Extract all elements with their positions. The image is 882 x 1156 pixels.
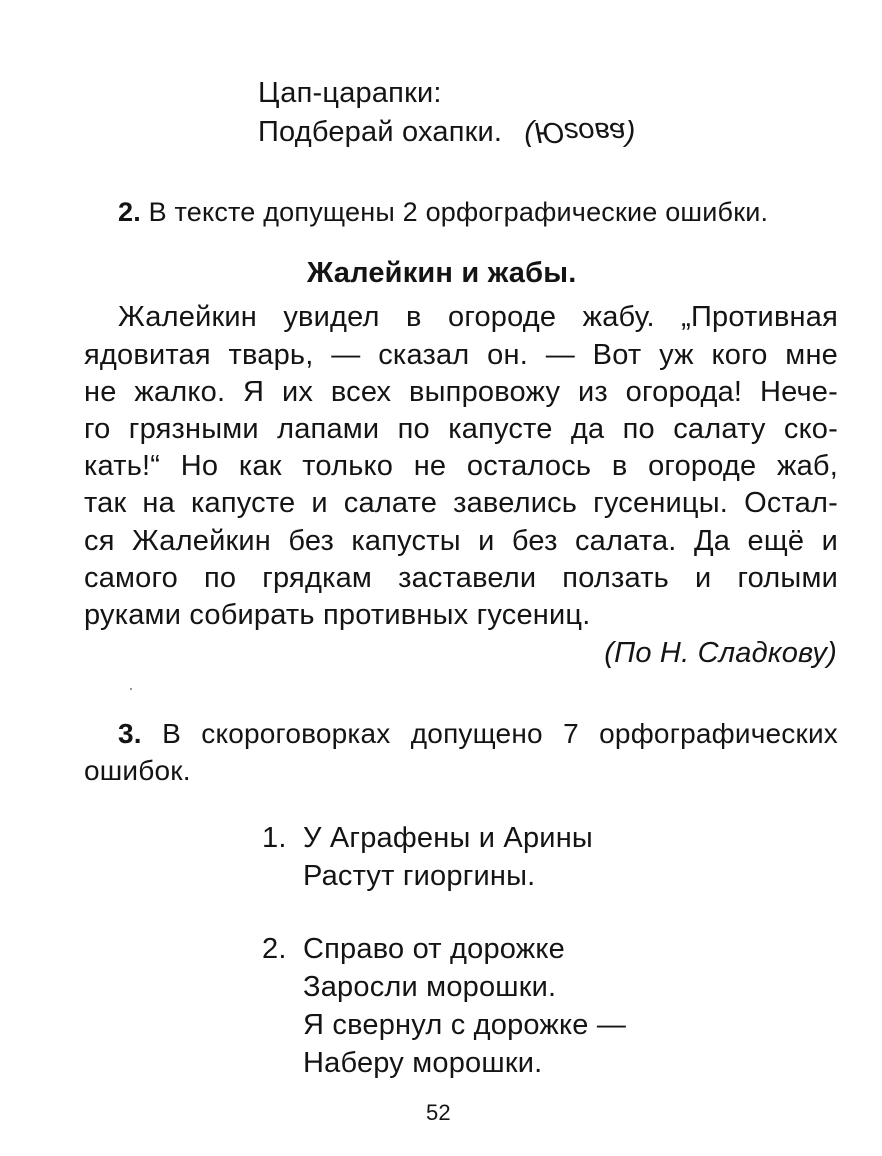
story-line-2: ядовитая тварь, — сказал он. — Вот уж кого мне [84,339,838,371]
story-line-9: руками собирать противных гусениц. [84,599,591,631]
story-line-4: го грязными лапами по капусте да по салату ско- [84,413,838,445]
task3-heading-line-2: ошибок. [84,755,191,786]
story-line-6: так на капусте и салате завелись гусеницы. Остал- [84,487,838,519]
story-title: Жалейкин и жабы. [307,257,577,289]
task3-number: 3. [118,718,142,749]
poem-attribution-flipped: Югова [534,116,626,148]
twister-2-num: 2. [262,933,287,965]
task2-heading [118,193,768,231]
poem-attribution: (Югова) [524,116,635,148]
twister-2-line-1: Справо от дорожке [303,933,565,965]
task3-heading-line-1 [118,715,838,753]
story-line-8: самого по грядкам заставели ползать и голыми [84,562,838,594]
page-speck [130,688,132,690]
story-source: (По Н. Сладкову) [604,637,837,669]
story-line-7: ся Жалейкин без капусты и без салата. Да ещё и [84,525,838,557]
twister-1-num: 1. [262,822,287,854]
task3-instruction-1: В скороговорках допущено 7 орфографических [162,718,838,749]
twister-2-line-2: Заросли морошки. [303,971,557,1003]
story-line-5: кать!“ Но как только не осталось в огороде жаб, [84,450,838,482]
twister-2-line-4: Наберу морошки. [303,1047,543,1079]
story-line-3: не жалко. Я их всех выпровожу из огорода! Нече- [84,376,838,408]
poem-top-line-1: Цап-царапки: [258,77,442,109]
page-number: 52 [426,1100,451,1125]
poem-top-line-2 [258,113,636,151]
poem-top-line-2-text: Подберай охапки. [258,116,503,148]
twister-1-line-2: Растут гиоргины. [303,860,536,892]
task2-instruction: В тексте допущены 2 орфографические ошибки. [148,197,769,227]
twister-2-line-3: Я свернул с дорожке — [303,1009,627,1041]
twister-1-line-1: У Аграфены и Арины [303,822,593,854]
story-line-1: Жалейкин увидел в огороде жабу. „Противная [118,301,838,333]
task2-number: 2. [118,197,141,227]
